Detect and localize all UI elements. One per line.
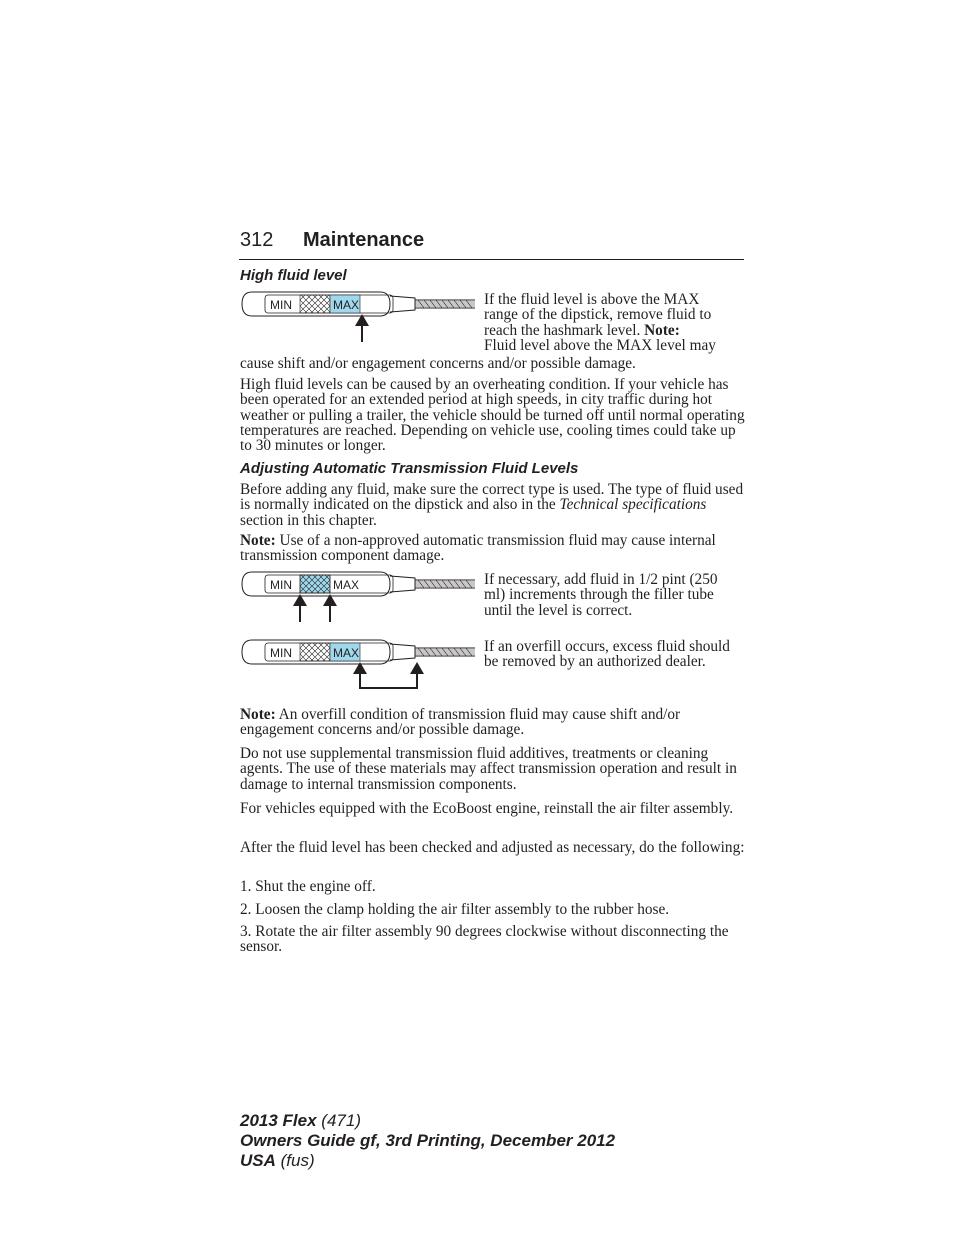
step-2: 2. Loosen the clamp holding the air filter assembly to the rubber hose. — [240, 901, 670, 918]
max-label: MAX — [333, 646, 360, 660]
ecoboost-paragraph: For vehicles equipped with the EcoBoost engine, reinstall the air filter assembly. — [240, 800, 734, 817]
footer-line-1: 2013 Flex (471) — [240, 1111, 361, 1130]
page-title: Maintenance — [303, 229, 425, 251]
additives-paragraph: Do not use supplemental transmission fluid additives, treatments or cleaning agents. The use of these materials may affect transmission operation and result in damage to internal transmission components. — [240, 745, 737, 793]
high-fluid-text-cont: cause shift and/or engagement concerns and/or possible damage. — [240, 355, 636, 372]
adjusting-paragraph: Before adding any fluid, make sure the correct type is used. The type of fluid used is normally indicated on the dipstick and also in the Technical specifications section in this chapter. — [240, 481, 744, 529]
high-fluid-text: If the fluid level is above the MAX range of the dipstick, remove fluid to reach the hashmark level. Note: Fluid level above the MAX level may — [484, 291, 716, 354]
heading-high-fluid-level: High fluid level — [240, 267, 347, 284]
footer — [240, 1111, 615, 1171]
note-approved-fluid: Note: Use of a non-approved automatic transmission fluid may cause internal transmission component damage. — [240, 532, 716, 565]
max-label: MAX — [333, 298, 360, 312]
header-rule — [239, 259, 744, 260]
overfill-text: If an overfill occurs, excess fluid should be removed by an authorized dealer. — [484, 638, 730, 671]
heading-adjusting-fluid: Adjusting Automatic Transmission Fluid Levels — [240, 460, 579, 477]
step-1: 1. Shut the engine off. — [240, 878, 376, 895]
footer-line-2: Owners Guide gf, 3rd Printing, December 2012 — [240, 1131, 616, 1150]
min-label: MIN — [270, 646, 292, 660]
min-label: MIN — [270, 298, 292, 312]
dipstick-diagram-add-fluid — [240, 568, 476, 624]
arrow-up-icon — [410, 662, 424, 674]
max-label: MAX — [333, 578, 360, 592]
dipstick-diagram-overfill — [240, 636, 476, 692]
page-number: 312 — [240, 229, 274, 251]
after-check-paragraph: After the fluid level has been checked and adjusted as necessary, do the following: — [240, 839, 745, 856]
footer-line-3: USA (fus) — [240, 1151, 315, 1170]
min-label: MIN — [270, 578, 292, 592]
high-fluid-paragraph: High fluid levels can be caused by an overheating condition. If your vehicle has been operated for an extended period at high speeds, in city traffic during hot weather or pulling a trailer, the vehicle should be turned off until normal operating temperatures are reached. Depending on vehicle use, cooling times could take up to 30 minutes or longer. — [240, 376, 745, 455]
step-3: 3. Rotate the air filter assembly 90 degrees clockwise without disconnecting the sensor. — [240, 923, 729, 956]
note-overfill: Note: An overfill condition of transmission fluid may cause shift and/or engagement concerns and/or possible damage. — [240, 706, 681, 739]
dipstick-diagram-high-level — [240, 288, 476, 346]
add-fluid-text: If necessary, add fluid in 1/2 pint (250 ml) increments through the filler tube until the level is correct. — [484, 571, 718, 619]
